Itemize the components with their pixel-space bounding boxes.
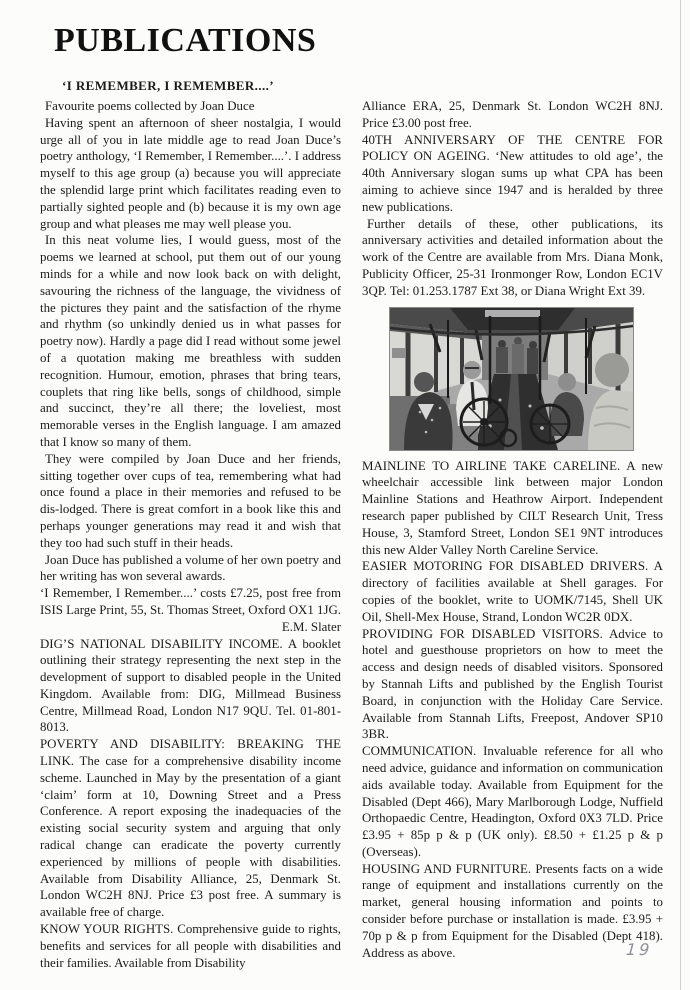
entry-communication: COMMUNICATION. Invaluable reference for all who need advice, guidance and information on communication aids available today. Available from Equipment for the Disabled (Dept 466), Mary Marlborough Lodge, Nuffield Orthopaedic Centre, Headington, Oxford 0X3 7LD. Price £3.95 + 85p p & p (UK only). £8.50 + £1.25 p & p (Overseas).: [362, 744, 663, 859]
bus-interior-photo: [390, 308, 633, 450]
bus-interior-photo-graphic: [390, 308, 633, 450]
entry-dig-national-disability-income: DIG’S NATIONAL DISABILITY INCOME. A booklet outlining their strategy representing the next step in the development of support to disabled people in the United Kingdom. Available from: DIG, Millmead Business Centre, Millmead Road, London N17 9QU. Tel. 01-801-8013.: [40, 636, 341, 735]
author-signature: E.M. Slater: [281, 619, 341, 634]
entry-housing-and-furniture: HOUSING AND FURNITURE. Presents facts on a wide range of equipment and installations currently on the market, general housing information and points to consider before purchase or installation is made. £3.95 + 70p p & p from Equipment for the Disabled (Dept 418). Address as above.: [362, 861, 663, 960]
byline-intro: Favourite poems collected by Joan Duce: [45, 99, 255, 113]
entry-easier-motoring: EASIER MOTORING FOR DISABLED DRIVERS. A directory of facilities available at Shell garages. For copies of the booklet, write to UOMK/7145, Shell UK Oil, Shell-Mex House, Strand, London WC2R 0DX.: [362, 559, 663, 624]
entry-alliance-era: Alliance ERA, 25, Denmark St. London WC2H 8NJ. Price £3.00 post free.: [362, 99, 663, 130]
article-subtitle: ‘I REMEMBER, I REMEMBER....’: [62, 78, 274, 93]
entry-providing-for-disabled-visitors: PROVIDING FOR DISABLED VISITORS. Advice to hotel and guesthouse proprietors on how to meet the access and design needs of disabled visitors. Sponsored by Stannah Lifts and published by the English Tourist Board, in conjunction with the Holiday Care Service. Available from Stannah Lifts, Freepost, Andover SP10 3BR.: [362, 626, 663, 742]
right-column: [362, 98, 663, 961]
scan-artifact-line: [680, 0, 681, 990]
page-title: PUBLICATIONS: [54, 22, 317, 59]
entry-40th-anniversary-cpa: 40TH ANNIVERSARY OF THE CENTRE FOR POLICY ON AGEING. ‘New attitudes to old age’, the 40th Anniversary slogan sums up what CPA has been aiming to achieve since 1947 and is heralded by three new publications.: [362, 132, 663, 214]
entry-poverty-and-disability: POVERTY AND DISABILITY: BREAKING THE LINK. The case for a comprehensive disability income scheme. Launched in May by the presentation of a giant ‘claim’ form at 10, Downing Street and a Press Conference. A report exposing the inadequacies of the existing social security system and arguing that only radical change can eradicate the poverty currently experienced by millions of people with disabilities. Available from Disability Alliance, 25, Denmark St. London WC2H 8NJ. Price £3 post free. A summary is available free of charge.: [40, 737, 341, 920]
review-paragraph: ‘I Remember, I Remember....’ costs £7.25, post free from ISIS Large Print, 55, St. Thomas Street, Oxford OX1 1JG.: [40, 586, 342, 617]
review-paragraph: Joan Duce has published a volume of her own poetry and her writing has won several awards.: [40, 552, 341, 584]
review-paragraph: They were compiled by Joan Duce and her friends, sitting together over cups of tea, remembering what had once found a place in their memories and refused to be dis-lodged. There is great comfort in a book like this and perhaps younger generations may read it and wish that they too had such stuff in their heads.: [40, 451, 341, 550]
entry-know-your-rights: KNOW YOUR RIGHTS. Comprehensive guide to rights, benefits and services for all people with disabilities and their families. Available from Disability: [40, 922, 341, 970]
entry-mainline-to-airline-careline: MAINLINE TO AIRLINE TAKE CARELINE. A new wheelchair accessible link between major London Mainline Stations and Heathrow Airport. Independent research paper published by CILT Research Unit, Tress House, 3, Stamford Street, London SE1 9NT introduces this new Alder Valley North Careline Service.: [362, 458, 663, 557]
page-number: 19: [625, 940, 654, 959]
review-paragraph: Having spent an afternoon of sheer nostalgia, I would urge all of you in late middle age to read Joan Duce’s poetry anthology, ‘I Remember, I Remember....’. I address myself to this age group (a) because you will appreciate the splendid large print which facilitates reading even to partially sighted people and (b) because it is my own age group and what pleases me may well please you.: [40, 115, 341, 231]
entry-further-details: Further details of these, other publications, its anniversary activities and detailed information about the work of the Centre are available from Mrs. Diana Monk, Publicity Officer, 25-31 Ironmonger Row, London EC1V 3QP. Tel: 01.253.1787 Ext 38, or Diana Wright Ext 39.: [362, 216, 663, 298]
review-paragraph: In this neat volume lies, I would guess, most of the poems we learned at school, put them out of our young minds for a while and now look back on with delight, savouring the richness of the language, the vividness of the pictures they paint and the satisfaction of the rhyme and rhythm (so unkindly denied us in what passes for poetry now). Hardly a page did I read without some jewel of a quotation making me breathless with sudden recognition. Humour, emotion, phrases that bring tears, couplets that ring like bells, songs of childhood, simple and succinct, they’re all there; the loveliest, most memorable verses in the English language. I am amazed that I know so many of them.: [40, 233, 341, 449]
left-column: [40, 98, 341, 971]
